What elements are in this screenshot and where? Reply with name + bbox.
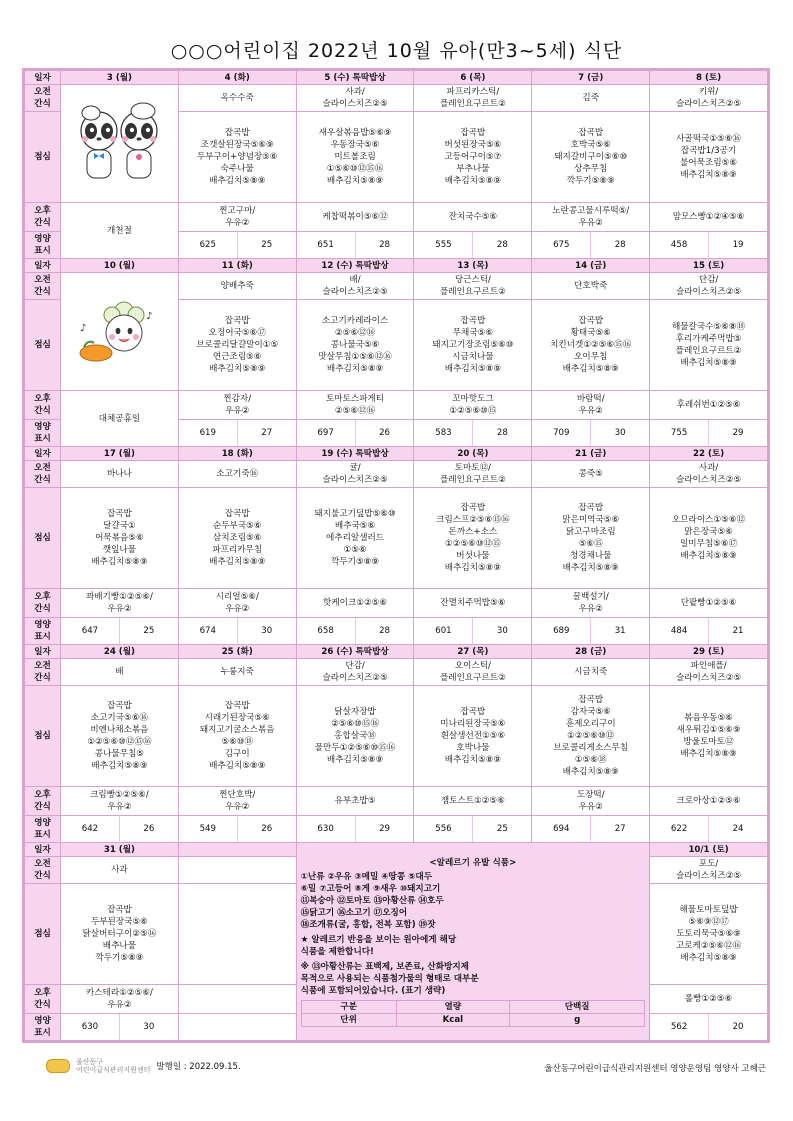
- kcal-value: 622: [670, 824, 688, 834]
- day-header: 19 (수) 톡딱밥상: [296, 447, 414, 461]
- pm-snack-item: 노란콩고물시루떡⑤/ 우유②: [532, 203, 650, 232]
- lunch-menu-item: 잡곡밥 호박국⑤⑥ 돼지갈비구이⑤⑥⑩ 상추무침 깍두기⑤⑧⑨: [532, 112, 650, 203]
- kcal-value: 658: [317, 626, 334, 636]
- am-snack-item: 콩죽⑤: [532, 461, 650, 488]
- lunch-menu-item: 해물토마토덮밥 ⑤⑥⑨⑫⑰ 도토리묵국⑤⑥⑨ 고로케②⑤⑥⑫⑯ 배추김치⑤⑧⑨: [650, 884, 768, 985]
- kcal-value: 555: [435, 240, 452, 250]
- protein-value: 28: [472, 420, 531, 446]
- nutrition-cell: [650, 420, 768, 447]
- row-label-lunch: 점심: [25, 488, 61, 589]
- pm-snack-item: 시리얼⑤⑥/ 우유②: [178, 589, 296, 618]
- kcal-value: 562: [670, 1022, 688, 1032]
- pm-snack-item: 찐고구마/ 우유②: [178, 203, 296, 232]
- am-snack-item: 파프리카스틱/ 플레인요구르트②: [414, 85, 532, 112]
- nutrition-cell: [178, 420, 296, 447]
- day-header: 10/1 (토): [650, 843, 768, 857]
- day-header: 28 (금): [532, 645, 650, 659]
- am-snack-item: 양배추죽: [178, 273, 296, 300]
- lunch-row: [25, 686, 768, 787]
- pm-snack-item: 꿀백설기/ 우유②: [532, 589, 650, 618]
- row-label-am-snack: 오전 간식: [25, 659, 61, 686]
- day-header-row: [25, 645, 768, 659]
- unit-header-cell: 구분: [301, 1000, 396, 1013]
- empty-cell: [178, 857, 296, 884]
- day-header-row: [25, 259, 768, 273]
- lunch-menu-item: 잡곡밥 크림스프②⑤⑥⑮⑯ 돈까스+소스 ①②⑤⑥⑩⑫⑮ 버섯나물 배추김치⑤⑧⑨: [414, 488, 532, 589]
- day-header: 3 (월): [61, 71, 179, 85]
- lunch-menu-item: 잡곡밥 미나리된장국⑤⑥ 흰살생선전①⑤⑥ 호박나물 배추김치⑤⑧⑨: [414, 686, 532, 787]
- panda-mascot-icon: [77, 101, 161, 187]
- protein-value: 29: [708, 420, 767, 446]
- kcal-value: 458: [670, 240, 688, 250]
- row-label-day: 일자: [25, 447, 61, 461]
- allergy-info-panel: [296, 843, 649, 1041]
- row-label-nutrition: 영양 표시: [25, 816, 61, 843]
- day-header: 26 (수) 톡딱밥상: [296, 645, 414, 659]
- nutrition-cell: [414, 816, 532, 843]
- lunch-menu-item: 잡곡밥 달걀국① 어묵볶음⑤⑥ 깻잎나물 배추김치⑤⑧⑨: [61, 488, 179, 589]
- pm-snack-item: 후레쉬번①②⑤⑥: [650, 391, 768, 420]
- nutrition-cell: [61, 816, 179, 843]
- day-header: 21 (금): [532, 447, 650, 461]
- issuer: 울산동구어린이급식관리지원센터 영양운영팀 영양사 고혜근: [544, 1064, 766, 1074]
- nutrition-row: [25, 618, 768, 645]
- row-label-lunch: 점심: [25, 112, 61, 203]
- am-snack-item: 소고기죽⑯: [178, 461, 296, 488]
- nutrition-cell: [532, 232, 650, 259]
- protein-value: 20: [708, 1014, 767, 1040]
- am-snack-item: 단호박죽: [532, 273, 650, 300]
- lunch-menu-item: 잡곡밥 두부된장국⑤⑥ 닭살버터구이②⑤⑯ 배추나물 깍두기⑤⑧⑨: [61, 884, 179, 985]
- nutrition-cell: [296, 232, 414, 259]
- day-header: 4 (화): [178, 71, 296, 85]
- row-label-pm-snack: 오후 간식: [25, 203, 61, 232]
- pm-snack-row: [25, 391, 768, 420]
- kcal-value: 755: [670, 428, 688, 438]
- kcal-value: 689: [553, 626, 570, 636]
- protein-value: 30: [119, 1014, 178, 1040]
- day-header: 31 (월): [61, 843, 179, 857]
- row-label-am-snack: 오전 간식: [25, 85, 61, 112]
- protein-value: 27: [237, 420, 296, 446]
- nutrition-cell: [650, 618, 768, 645]
- pm-snack-row: [25, 203, 768, 232]
- day-header: 12 (수) 톡딱밥상: [296, 259, 414, 273]
- lunch-menu-item: 잡곡밥 버섯된장국⑤⑥ 고등어구이⑤⑦ 부추나물 배추김치⑤⑧⑨: [414, 112, 532, 203]
- protein-value: 31: [590, 618, 649, 644]
- kcal-value: 625: [199, 240, 216, 250]
- nutrition-cell: [650, 816, 768, 843]
- row-label-pm-snack: 오후 간식: [25, 589, 61, 618]
- nutrition-cell: [414, 420, 532, 447]
- kcal-value: 642: [81, 824, 99, 834]
- nutrition-cell: [296, 618, 414, 645]
- protein-value: 25: [237, 232, 296, 258]
- row-label-pm-snack: 오후 간식: [25, 787, 61, 816]
- day-header: 29 (토): [650, 645, 768, 659]
- protein-value: 30: [237, 618, 296, 644]
- day-header: 24 (월): [61, 645, 179, 659]
- pm-snack-item: 토마토스파게티 ②⑤⑥⑫⑯: [296, 391, 414, 420]
- unit-header-cell: 단백질: [510, 1000, 645, 1013]
- row-label-day: 일자: [25, 843, 61, 857]
- protein-value: 29: [355, 816, 414, 842]
- nutrition-cell: [414, 618, 532, 645]
- am-snack-item: 포도/ 슬라이스치즈②⑤: [650, 857, 768, 884]
- allergy-note-restrict: ★ 알레르기 반응을 보이는 원아에게 해당 식품을 제한합니다!: [300, 934, 457, 957]
- nutrition-cell: [61, 618, 179, 645]
- row-label-pm-snack: 오후 간식: [25, 985, 61, 1014]
- kcal-value: 709: [553, 428, 570, 438]
- kcal-value: 647: [81, 626, 99, 636]
- pm-snack-row: [25, 787, 768, 816]
- pm-snack-item: 잔치국수⑤⑥: [414, 203, 532, 232]
- kcal-value: 697: [317, 428, 334, 438]
- menu-table-frame: [22, 68, 770, 1043]
- row-label-day: 일자: [25, 645, 61, 659]
- holiday-illustration-cell: [61, 273, 179, 391]
- protein-value: 27: [590, 816, 649, 842]
- flower-character-icon: [74, 297, 164, 367]
- pm-snack-item: 꼬마핫도그 ①②⑤⑥⑩⑮: [414, 391, 532, 420]
- protein-value: 28: [472, 232, 531, 258]
- protein-value: 25: [119, 618, 178, 644]
- am-snack-item: 귤/ 슬라이스치즈②⑤: [296, 461, 414, 488]
- kcal-value: 630: [317, 824, 334, 834]
- am-snack-item: 옥수수죽: [178, 85, 296, 112]
- am-snack-item: 키위/ 슬라이스치즈②⑤: [650, 85, 768, 112]
- lunch-menu-item: 잡곡밥 오징어국⑤⑥⑰ 브로콜리달걀말이①⑤ 연근조림⑤⑥ 배추김치⑤⑧⑨: [178, 300, 296, 391]
- nutrition-cell: [178, 618, 296, 645]
- kcal-value: 694: [553, 824, 570, 834]
- day-header-row: [25, 71, 768, 85]
- day-header: 15 (토): [650, 259, 768, 273]
- am-snack-item: 사과/ 슬라이스치즈②⑤: [650, 461, 768, 488]
- protein-value: 30: [590, 420, 649, 446]
- day-header: 10 (월): [61, 259, 179, 273]
- day-header: 25 (화): [178, 645, 296, 659]
- day-header: 22 (토): [650, 447, 768, 461]
- nutrition-cell: [650, 232, 768, 259]
- day-header: 8 (토): [650, 71, 768, 85]
- unit-cell: g: [510, 1013, 645, 1026]
- pm-snack-item: 꽈배기빵①②⑤⑥/ 우유②: [61, 589, 179, 618]
- row-label-nutrition: 영양 표시: [25, 618, 61, 645]
- pm-snack-item: 잔멸치주먹밥⑤⑥: [414, 589, 532, 618]
- pm-snack-item: 바람떡/ 우유②: [532, 391, 650, 420]
- center-logo-icon: [46, 1059, 70, 1073]
- nutrition-cell: [178, 232, 296, 259]
- pm-snack-item: 롤빵①②⑤⑥: [650, 985, 768, 1014]
- lunch-menu-item: 잡곡밥 황태국⑤⑥ 치킨너겟①②⑤⑥⑮⑯ 오이무침 배추김치⑤⑧⑨: [532, 300, 650, 391]
- protein-value: 26: [119, 816, 178, 842]
- protein-value: 25: [472, 816, 531, 842]
- empty-cell: [178, 985, 296, 1014]
- day-header: 6 (목): [414, 71, 532, 85]
- issue-date: 발행일 : 2022.09.15.: [156, 1062, 241, 1072]
- protein-value: 28: [590, 232, 649, 258]
- lunch-menu-item: 잡곡밥 조갯살된장국⑤⑥⑨ 두부구이+양념장⑤⑥ 숙주나물 배추김치⑤⑧⑨: [178, 112, 296, 203]
- pm-snack-item: 케찹떡볶이⑤⑥⑫: [296, 203, 414, 232]
- am-snack-item: 바나나: [61, 461, 179, 488]
- allergy-note-sulfite: ※ ⑬아황산류는 표백제, 보존료, 산화방지제 목적으로 사용되는 식품첨가물의 형태로 대부분 식품에 포함되어있습니다. (표기 생략): [300, 961, 479, 996]
- am-snack-item: 배/ 슬라이스치즈②⑤: [296, 273, 414, 300]
- pm-snack-item: 크림빵①②⑤⑥/ 우유②: [61, 787, 179, 816]
- day-header: 5 (수) 톡딱밥상: [296, 71, 414, 85]
- row-label-am-snack: 오전 간식: [25, 857, 61, 884]
- pm-snack-item: 잼토스트①②⑤⑥: [414, 787, 532, 816]
- nutrition-cell: [296, 816, 414, 843]
- kcal-value: 556: [435, 824, 452, 834]
- am-snack-item: 김죽: [532, 85, 650, 112]
- nutrition-cell: [532, 618, 650, 645]
- am-snack-row: [25, 659, 768, 686]
- pm-snack-item: 찐단호박/ 우유②: [178, 787, 296, 816]
- row-label-nutrition: 영양 표시: [25, 420, 61, 447]
- kcal-value: 549: [199, 824, 216, 834]
- am-snack-item: 시금치죽: [532, 659, 650, 686]
- center-logo-text: 울산동구 어린이급식관리지원센터: [76, 1058, 151, 1074]
- lunch-menu-item: 잡곡밥 시래기된장국⑤⑥ 돼지고기굴소스볶음 ⑤⑥⑩⑱ 김구이 배추김치⑤⑧⑨: [178, 686, 296, 787]
- am-snack-item: 파인애플/ 슬라이스치즈②⑤: [650, 659, 768, 686]
- am-snack-item: 사과/ 슬라이스치즈②⑤: [296, 85, 414, 112]
- lunch-menu-item: 잡곡밥 무채국⑤⑥ 돼지고기장조림⑤⑥⑩ 시금치나물 배추김치⑤⑧⑨: [414, 300, 532, 391]
- day-header-row: [25, 843, 768, 857]
- row-label-am-snack: 오전 간식: [25, 273, 61, 300]
- day-header: 11 (화): [178, 259, 296, 273]
- protein-value: 30: [472, 618, 531, 644]
- pm-snack-item: 단팥빵①②⑤⑥: [650, 589, 768, 618]
- empty-cell: [178, 843, 296, 857]
- day-header: 17 (월): [61, 447, 179, 461]
- lunch-menu-item: 잡곡밥 맑은미역국⑤⑥ 닭고구마조림 ⑤⑥⑮ 청경채나물 배추김치⑤⑧⑨: [532, 488, 650, 589]
- kcal-value: 484: [670, 626, 688, 636]
- holiday-illustration-cell: [61, 85, 179, 203]
- lunch-menu-item: 잡곡밥 감자국⑤⑥ 훈제오리구이 ①②⑤⑥⑩⑫ 브로콜리게소스무침 ①⑤⑥⑱ 배추김치⑤⑧⑨: [532, 686, 650, 787]
- nutrition-cell: [532, 420, 650, 447]
- row-label-lunch: 점심: [25, 884, 61, 985]
- allergy-title: <알레르기 유발 식품>: [429, 857, 517, 868]
- am-snack-item: 누룽지죽: [178, 659, 296, 686]
- lunch-menu-item: 잡곡밥 순두부국⑤⑥ 삼치조림⑤⑥ 파프리카무침 배추김치⑤⑧⑨: [178, 488, 296, 589]
- am-snack-item: 배: [61, 659, 179, 686]
- row-label-nutrition: 영양 표시: [25, 1014, 61, 1041]
- am-snack-item: 사과: [61, 857, 179, 884]
- holiday-name: 개천절: [61, 203, 179, 259]
- kcal-value: 583: [435, 428, 452, 438]
- kcal-value: 651: [317, 240, 334, 250]
- lunch-menu-item: 새우살볶음밥⑤⑥⑨ 우동장국⑤⑥ 미트볼조림 ①⑤⑥⑩⑫⑮⑯ 배추김치⑤⑧⑨: [296, 112, 414, 203]
- am-snack-item: 오이스틱/ 플레인요구르트②: [414, 659, 532, 686]
- unit-header-cell: 열량: [396, 1000, 510, 1013]
- lunch-menu-item: 해물칼국수⑤⑥⑧⑱ 후리가케주먹밥⑤ 플레인요구르트② 배추김치⑤⑧⑨: [650, 300, 768, 391]
- pm-snack-item: 유부초밥⑤: [296, 787, 414, 816]
- kcal-value: 601: [435, 626, 452, 636]
- meal-menu-table: [24, 70, 768, 1041]
- day-header-row: [25, 447, 768, 461]
- unit-cell: 단위: [301, 1013, 396, 1026]
- lunch-menu-item: 사골떡국①⑤⑥⑯ 잡곡밥1/3공기 불어묵조림⑤⑥ 배추김치⑤⑧⑨: [650, 112, 768, 203]
- day-header: 27 (목): [414, 645, 532, 659]
- am-snack-row: [25, 273, 768, 300]
- svg-text:♪: ♪: [80, 322, 87, 334]
- svg-text:♪: ♪: [146, 310, 153, 322]
- protein-value: 26: [355, 420, 414, 446]
- protein-value: 24: [708, 816, 767, 842]
- unit-cell: Kcal: [396, 1013, 510, 1026]
- protein-value: 19: [708, 232, 767, 258]
- am-snack-item: 당근스틱/ 플레인요구르트②: [414, 273, 532, 300]
- lunch-menu-item: 오므라이스①⑤⑥⑫ 맑은장국⑤⑥ 일미무침⑤⑥⑰ 배추김치⑤⑧⑨: [650, 488, 768, 589]
- row-label-am-snack: 오전 간식: [25, 461, 61, 488]
- row-label-pm-snack: 오후 간식: [25, 391, 61, 420]
- day-header: 20 (목): [414, 447, 532, 461]
- nutrition-cell: [296, 420, 414, 447]
- pm-snack-item: 맘모스빵①②④⑤⑥: [650, 203, 768, 232]
- day-header: 14 (금): [532, 259, 650, 273]
- lunch-menu-item: 닭살자장밥 ②⑤⑥⑩⑮⑯ 홍합살국⑱ 물만두①②⑤⑥⑩⑮⑯ 배추김치⑤⑧⑨: [296, 686, 414, 787]
- lunch-menu-item: 볶음우동⑤⑥ 새우튀김①⑤⑥⑨ 방울토마토⑫ 배추김치⑤⑧⑨: [650, 686, 768, 787]
- row-label-lunch: 점심: [25, 300, 61, 391]
- empty-cell: [178, 884, 296, 985]
- am-snack-row: [25, 461, 768, 488]
- protein-value: 28: [355, 618, 414, 644]
- pm-snack-item: 카스테라①②⑤⑥/ 우유②: [61, 985, 179, 1014]
- pm-snack-item: 도장떡/ 우유②: [532, 787, 650, 816]
- row-label-lunch: 점심: [25, 686, 61, 787]
- am-snack-item: 단감/ 슬라이스치즈②⑤: [296, 659, 414, 686]
- pm-snack-item: 찐감자/ 우유②: [178, 391, 296, 420]
- nutrition-cell: [61, 1014, 179, 1041]
- holiday-name: 대체공휴일: [61, 391, 179, 447]
- allergy-list: ①난류 ②우유 ③메밀 ④땅콩 ⑤대두 ⑥밀 ⑦고등어 ⑧게 ⑨새우 ⑩돼지고기 ⑪복숭아 ⑫토마토 ⑬아황산류 ⑭호두 ⑮닭고기 ⑯소고기 ⑰오징어 ⑱조개류(굴, 홍합, 전복 포함) ⑲잣: [300, 871, 444, 930]
- kcal-value: 619: [199, 428, 216, 438]
- protein-value: 28: [355, 232, 414, 258]
- kcal-value: 630: [81, 1022, 99, 1032]
- am-snack-row: [25, 85, 768, 112]
- page-title: ○○○어린이집 2022년 10월 유아(만3~5세) 식단: [170, 40, 623, 62]
- pm-snack-row: [25, 589, 768, 618]
- day-header: 13 (목): [414, 259, 532, 273]
- nutrition-row: [25, 816, 768, 843]
- protein-value: 26: [237, 816, 296, 842]
- lunch-menu-item: 돼지불고기덮밥⑤⑥⑩ 배추국⑤⑥ 에추리알샐러드 ①⑤⑥ 깍두기⑤⑧⑨: [296, 488, 414, 589]
- lunch-menu-item: 잡곡밥 소고기국⑤⑥⑯ 비엔나채소볶음 ①②⑤⑥⑩⑫⑮⑯ 콩나물무침⑤ 배추김치⑤⑧⑨: [61, 686, 179, 787]
- pm-snack-item: 크로아상①②⑤⑥: [650, 787, 768, 816]
- lunch-menu-item: 소고기카레라이스 ②⑤⑥⑫⑯ 콩나물국⑤⑥ 맛살무침①⑤⑥⑫⑯ 배추김치⑤⑧⑨: [296, 300, 414, 391]
- nutrition-cell: [650, 1014, 768, 1041]
- kcal-value: 674: [199, 626, 216, 636]
- pm-snack-item: 핫케이크①②⑤⑥: [296, 589, 414, 618]
- nutrition-cell: [178, 816, 296, 843]
- am-snack-item: 토마토⑫/ 플레인요구르트②: [414, 461, 532, 488]
- day-header: 7 (금): [532, 71, 650, 85]
- row-label-nutrition: 영양 표시: [25, 232, 61, 259]
- day-header: 18 (화): [178, 447, 296, 461]
- row-label-day: 일자: [25, 259, 61, 273]
- am-snack-item: 단감/ 슬라이스치즈②⑤: [650, 273, 768, 300]
- empty-cell: [178, 1014, 296, 1041]
- nutrition-cell: [532, 816, 650, 843]
- unit-table: [301, 1000, 645, 1027]
- nutrition-cell: [414, 232, 532, 259]
- kcal-value: 675: [553, 240, 570, 250]
- protein-value: 21: [708, 618, 767, 644]
- lunch-row: [25, 488, 768, 589]
- row-label-day: 일자: [25, 71, 61, 85]
